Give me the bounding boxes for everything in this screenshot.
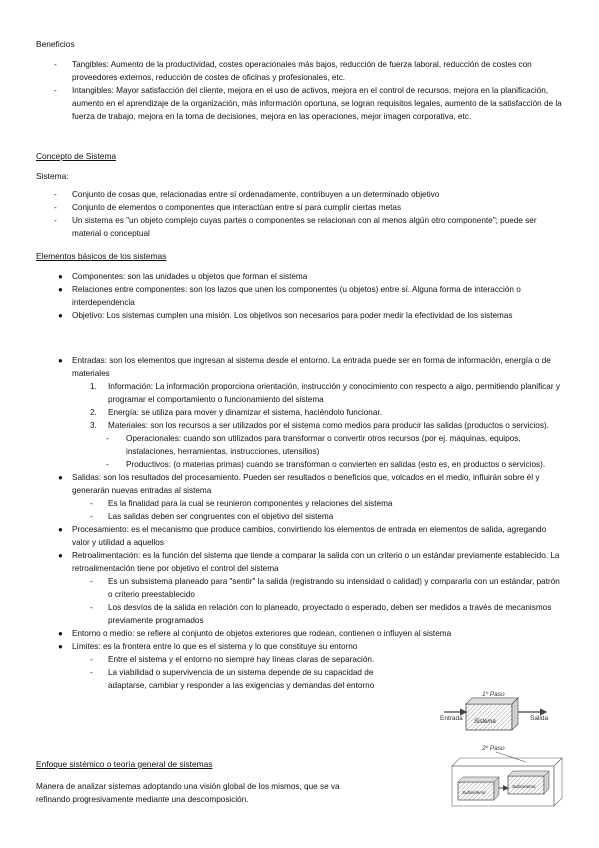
bullet-marker: ● bbox=[58, 311, 63, 320]
sub-list-item bbox=[36, 458, 566, 471]
list-item-text: Tangibles: Aumento de la productividad, costes operacionales más bajos, reducción de fuerza laboral, reducción de costes con proveedores externos, reducción de costes de oficinas y profesionales, etc. bbox=[72, 60, 532, 82]
list-item-text: Entorno o medio: se refiere al conjunto de objetos exteriores que rodean, contienen o influyen al sistema bbox=[72, 629, 452, 638]
elementos-detail-list bbox=[36, 354, 566, 692]
enfoque-text: Manera de analizar sistemas adoptando una visión global de los mismos, que se va refinando progresivamente mediante una descomposición. bbox=[36, 782, 340, 804]
list-item-retroalimentacion bbox=[36, 549, 566, 575]
list-item bbox=[36, 58, 566, 84]
list-item bbox=[36, 214, 566, 240]
number-marker: 3. bbox=[90, 421, 97, 430]
dash-marker: - bbox=[54, 60, 57, 69]
outer-box-side bbox=[554, 758, 562, 806]
list-item-text: Procesamiento: es el mecanismo que produce cambios, convirtiendo los elementos de entrada en elementos de salida, agregando valor y utilidad a aquellos bbox=[72, 525, 547, 547]
dash-marker: - bbox=[106, 434, 109, 443]
sub-list-item bbox=[36, 510, 566, 523]
bullet-marker: ● bbox=[58, 356, 63, 365]
paso2-line bbox=[496, 752, 526, 762]
dash-marker: - bbox=[90, 603, 93, 612]
subsistema-a-top bbox=[458, 777, 499, 782]
list-item-entradas bbox=[36, 354, 566, 380]
sub-list-item bbox=[36, 601, 566, 627]
enfoque-title: Enfoque sistémico o teoría general de sistemas bbox=[36, 759, 213, 769]
elementos-list bbox=[36, 270, 566, 322]
elementos-title: Elementos básicos de los sistemas bbox=[36, 251, 167, 261]
dash-marker: - bbox=[90, 499, 93, 508]
list-item-text: Conjunto de elementos o componentes que interactúan entre sí para cumplir ciertas metas bbox=[72, 203, 402, 212]
list-item bbox=[36, 84, 566, 123]
paso2-label: 2º Paso bbox=[482, 745, 505, 752]
list-item-procesamiento bbox=[36, 523, 566, 549]
sub-list-item-text: Es la finalidad para la cual se reunieron componentes y relaciones del sistema bbox=[108, 499, 393, 508]
list-item-text: Retroalimentación: es la función del sistema que tiende a comparar la salida con un criterio o un estándar previamente establecido. La retroalimentación tiene por objetivo el control del sistema bbox=[72, 551, 560, 573]
system-diagram bbox=[436, 688, 571, 838]
dash-marker: - bbox=[106, 460, 109, 469]
enfoque-text-block bbox=[36, 780, 356, 806]
list-item-text: Objetivo: Los sistemas cumplen una misión. Los objetivos son necesarios para poder medir la efectividad de los sistemas bbox=[72, 311, 513, 320]
concepto-title: Concepto de Sistema bbox=[36, 151, 117, 161]
sub-list-item bbox=[36, 432, 566, 458]
list-item bbox=[36, 270, 566, 283]
numbered-item bbox=[36, 419, 566, 432]
sub-list-item bbox=[36, 653, 376, 666]
sub-list-item-text: Productivos: (o materias primas) cuando se transforman o convierten en salidas (esto es, en productos o servicios). bbox=[126, 460, 546, 469]
numbered-item-text: Información: La información proporciona orientación, instrucción y conocimiento con respecto a algo, permitiendo planificar y programar el comportamiento o funcionamiento del sistema bbox=[108, 382, 560, 404]
bullet-marker: ● bbox=[58, 525, 63, 534]
list-item-text: Un sistema es "un objeto complejo cuyas partes o componentes se relacionan con al menos algún otro componente"; puede ser material o conceptual bbox=[72, 216, 537, 238]
subsistema-b-top bbox=[508, 771, 549, 776]
bullet-marker: ● bbox=[58, 629, 63, 638]
bullet-marker: ● bbox=[58, 551, 63, 560]
sub-list-item-text: Las salidas deben ser congruentes con el objetivo del sistema bbox=[108, 512, 334, 521]
dash-marker: - bbox=[54, 190, 57, 199]
dash-marker: - bbox=[54, 203, 57, 212]
sub-list-item-text: Entre el sistema y el entorno no siempre hay líneas claras de separación. bbox=[108, 655, 375, 664]
sistema-label: Sistema bbox=[474, 719, 496, 725]
list-item-text: Conjunto de cosas que, relacionadas entre sí ordenadamente, contribuyen a un determinado objetivo bbox=[72, 190, 440, 199]
outer-box-top bbox=[452, 758, 562, 766]
beneficios-title: Beneficios bbox=[36, 39, 75, 49]
paso1-label: 1º Paso bbox=[482, 691, 505, 698]
beneficios-list bbox=[36, 58, 566, 123]
sub-list-item-text: La viabilidad o supervivencia de un sistema depende de su capacidad de adaptarse, cambiar y responder a las exigencias y demandas del entorno bbox=[108, 668, 375, 690]
numbered-item-text: Energía: se utiliza para mover y dinamizar el sistema, haciéndolo funcionar. bbox=[108, 408, 382, 417]
list-item-text: Límites: es la frontera entre lo que es el sistema y lo que constituye su entorno bbox=[72, 642, 358, 651]
list-item-limites bbox=[36, 640, 566, 653]
number-marker: 1. bbox=[90, 382, 97, 391]
numbered-item bbox=[36, 406, 566, 419]
list-item bbox=[36, 309, 566, 322]
dash-marker: - bbox=[90, 655, 93, 664]
dash-marker: - bbox=[90, 512, 93, 521]
dash-marker: - bbox=[54, 216, 57, 225]
bullet-marker: ● bbox=[58, 473, 63, 482]
list-item-entorno bbox=[36, 627, 566, 640]
sistema-label: Sistema: bbox=[36, 171, 69, 181]
sub-list-item bbox=[36, 575, 566, 601]
bullet-marker: ● bbox=[58, 642, 63, 651]
bullet-marker: ● bbox=[58, 272, 63, 281]
list-item bbox=[36, 283, 566, 309]
dash-marker: - bbox=[54, 86, 57, 95]
list-item-text: Entradas: son los elementos que ingresan al sistema desde el entorno. La entrada puede ser en forma de información, energía o de materiales bbox=[72, 356, 551, 378]
salida-label: Salida bbox=[530, 715, 549, 722]
list-item-salidas bbox=[36, 471, 566, 497]
sub-list-item-text: Es un subsistema planeado para "sentir" la salida (registrando su intensidad o calidad) y compararla con un estándar, patrón o criterio preestablecido bbox=[108, 577, 560, 599]
numbered-item bbox=[36, 380, 566, 406]
list-item-text: Salidas: son los resultados del procesamiento. Pueden ser resultados o beneficios que, volcados en el medio, influirán sobre él y generarán nuevas entradas al sistema bbox=[72, 473, 540, 495]
subsistema-a-label: Subsistema bbox=[462, 790, 486, 795]
entrada-label: Entrada bbox=[440, 715, 463, 722]
list-item-text: Intangibles: Mayor satisfacción del cliente, mejora en el uso de activos, mejora en el control de recursos, mejora en la planificación, aumento en el aprendizaje de la organización, más información oportuna, se logran requisitos legales, aumento de la satisfacción de la fuerza de trabajo, mejora en la toma de decisiones, mejora en las operaciones, mejor imagen corporativa, etc. bbox=[72, 86, 562, 121]
sub-list-item-text: Los desvíos de la salida en relación con lo planeado, proyectado o esperado, deben ser medidos a través de mecanismos previamente programados bbox=[108, 603, 552, 625]
list-item-text: Componentes: son las unidades u objetos que forman el sistema bbox=[72, 272, 308, 281]
list-item-text: Relaciones entre componentes: son los lazos que unen los componentes (u objetos) entre sí. Alguna forma de interacción o interdependencia bbox=[72, 285, 521, 307]
sub-list-item-text: Operacionales: cuando son utilizados para transformar o convertir otros recursos (por ej. máquinas, equipos, instalaciones, herramientas, instrucciones, utensilios) bbox=[126, 434, 521, 456]
number-marker: 2. bbox=[90, 408, 97, 417]
numbered-item-text: Materiales: son los recursos a ser utilizados por el sistema como medios para producir las salidas (productos o servicios). bbox=[108, 421, 549, 430]
dash-marker: - bbox=[90, 577, 93, 586]
sistema-box-side bbox=[512, 698, 518, 730]
sub-list-item bbox=[36, 497, 566, 510]
sistema-box-top bbox=[466, 698, 518, 704]
list-item bbox=[36, 188, 566, 201]
dash-marker: - bbox=[90, 668, 93, 677]
bullet-marker: ● bbox=[58, 285, 63, 294]
subsistema-b-label: Subsistema bbox=[512, 784, 536, 789]
list-item bbox=[36, 201, 566, 214]
concepto-list bbox=[36, 188, 566, 240]
sistema-box bbox=[466, 704, 512, 730]
sub-list-item bbox=[36, 666, 376, 692]
